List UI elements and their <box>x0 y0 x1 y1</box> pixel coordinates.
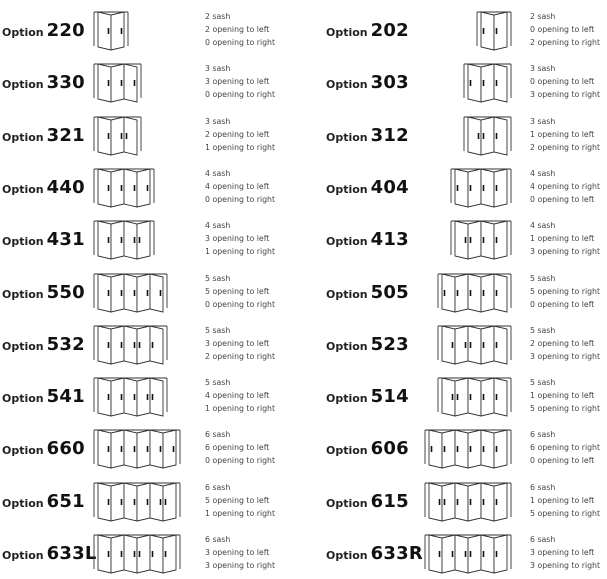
option-label <box>326 20 409 41</box>
option-description <box>205 428 275 467</box>
opening-line-1: 4 opening to left <box>205 391 270 401</box>
sash-diagram <box>475 10 513 52</box>
option-code: 431 <box>46 229 85 251</box>
opening-line-2: 1 opening to right <box>205 142 276 152</box>
option-word: Option <box>2 26 44 39</box>
sash-count: 3 sash <box>205 116 231 126</box>
option-word: Option <box>326 549 368 562</box>
option-label <box>326 282 409 303</box>
sash-diagram <box>423 428 513 470</box>
option-label <box>326 438 409 459</box>
sash-count: 2 sash <box>530 12 556 21</box>
opening-line-2: 0 opening to right <box>205 38 276 47</box>
sash-count: 6 sash <box>530 430 556 440</box>
sash-diagram <box>436 272 513 314</box>
option-code: 413 <box>370 229 409 251</box>
opening-line-1: 2 opening to left <box>205 129 270 139</box>
option-description <box>205 10 275 49</box>
option-word: Option <box>326 130 368 144</box>
option-label <box>2 491 85 512</box>
opening-line-2: 2 opening to right <box>530 142 601 152</box>
option-code: 202 <box>370 20 409 41</box>
sash-count: 4 sash <box>205 168 231 178</box>
option-description <box>205 219 275 258</box>
diagram-container <box>92 62 143 108</box>
opening-line-1: 1 opening to left <box>530 391 595 401</box>
diagram-container <box>423 481 513 527</box>
sash-diagram <box>92 10 130 52</box>
opening-line-2: 3 opening to right <box>530 90 601 100</box>
option-description <box>530 167 600 206</box>
sash-diagram <box>462 62 513 104</box>
option-word: Option <box>2 287 44 301</box>
option-code: 330 <box>46 72 85 94</box>
option-description <box>205 481 275 520</box>
opening-line-1: 2 opening to left <box>205 25 270 34</box>
option-code: 550 <box>46 281 85 303</box>
sash-diagram <box>92 481 182 523</box>
diagram-container <box>462 62 513 108</box>
diagram-container <box>92 219 156 265</box>
opening-line-1: 4 opening to left <box>205 181 270 191</box>
sash-diagram <box>92 324 169 366</box>
option-code: 523 <box>370 333 409 355</box>
opening-line-1: 3 opening to left <box>205 234 270 244</box>
option-word: Option <box>326 392 368 406</box>
opening-line-2: 0 opening to left <box>530 456 595 466</box>
option-description <box>205 376 275 415</box>
opening-line-2: 3 opening to right <box>205 561 276 570</box>
option-description <box>530 481 600 520</box>
option-code: 220 <box>46 20 85 41</box>
diagram-container <box>449 219 513 265</box>
option-code: 651 <box>46 490 85 512</box>
option-word: Option <box>326 339 368 353</box>
opening-line-1: 4 opening to right <box>530 181 601 191</box>
option-label <box>2 386 85 407</box>
sash-count: 3 sash <box>205 64 231 74</box>
opening-line-1: 3 opening to left <box>205 338 270 348</box>
option-code: 303 <box>370 72 409 94</box>
sash-count: 5 sash <box>205 325 231 335</box>
sash-count: 4 sash <box>530 221 556 231</box>
opening-line-1: 1 opening to left <box>530 234 595 244</box>
option-code: 633R <box>370 543 423 564</box>
option-description <box>530 272 600 311</box>
diagram-container <box>423 428 513 474</box>
sash-count: 5 sash <box>205 378 231 388</box>
option-description <box>530 10 600 49</box>
option-code: 440 <box>46 176 85 198</box>
option-label <box>2 125 85 146</box>
diagram-container <box>475 10 513 56</box>
option-code: 514 <box>370 386 409 408</box>
option-code: 633L <box>46 543 97 564</box>
diagram-container <box>436 376 513 422</box>
opening-line-2: 1 opening to right <box>205 404 276 414</box>
sash-count: 6 sash <box>530 482 556 492</box>
option-word: Option <box>326 444 368 458</box>
opening-line-2: 0 opening to right <box>205 90 276 100</box>
option-word: Option <box>326 235 368 249</box>
option-description <box>205 533 275 572</box>
opening-line-1: 2 opening to left <box>530 338 595 348</box>
diagram-container <box>423 533 513 579</box>
option-label <box>326 386 409 407</box>
option-label <box>2 438 85 459</box>
option-word: Option <box>326 496 368 510</box>
sash-diagram <box>449 167 513 209</box>
opening-line-1: 5 opening to right <box>530 286 601 296</box>
sash-diagram <box>92 115 143 157</box>
option-code: 660 <box>46 438 85 460</box>
option-code: 404 <box>370 176 409 198</box>
opening-line-2: 1 opening to right <box>205 508 276 518</box>
opening-line-2: 0 opening to left <box>530 299 595 309</box>
sash-diagram <box>92 376 169 418</box>
option-word: Option <box>2 182 44 196</box>
sash-diagram <box>462 115 513 157</box>
opening-line-1: 0 opening to left <box>530 77 595 87</box>
sash-count: 5 sash <box>530 378 556 388</box>
option-word: Option <box>2 78 44 92</box>
option-word: Option <box>326 287 368 301</box>
opening-line-2: 3 opening to right <box>530 351 601 361</box>
option-code: 615 <box>370 490 409 512</box>
sash-diagram <box>92 62 143 104</box>
sash-count: 5 sash <box>530 273 556 283</box>
option-description <box>530 376 600 415</box>
sash-count: 6 sash <box>530 535 556 544</box>
option-word: Option <box>326 26 368 39</box>
option-description <box>205 324 275 363</box>
diagram-container <box>92 376 169 422</box>
option-description <box>205 167 275 206</box>
opening-line-2: 2 opening to right <box>205 351 276 361</box>
opening-line-2: 3 opening to right <box>530 247 601 257</box>
opening-line-1: 6 opening to left <box>205 443 270 453</box>
diagram-container <box>436 324 513 370</box>
sash-count: 5 sash <box>530 325 556 335</box>
sash-diagram <box>92 533 182 575</box>
option-label <box>2 282 85 303</box>
option-label <box>326 334 409 355</box>
option-description <box>205 115 275 154</box>
diagram-container <box>92 481 182 527</box>
option-word: Option <box>326 78 368 92</box>
sash-count: 5 sash <box>205 273 231 283</box>
opening-line-1: 3 opening to left <box>530 548 595 557</box>
option-code: 312 <box>370 124 409 146</box>
option-description <box>205 62 275 101</box>
sash-count: 4 sash <box>205 221 231 231</box>
option-code: 321 <box>46 124 85 146</box>
sash-diagram <box>449 219 513 261</box>
opening-line-2: 0 opening to right <box>205 299 276 309</box>
opening-line-1: 6 opening to right <box>530 443 601 453</box>
opening-line-1: 3 opening to left <box>205 77 270 87</box>
option-label <box>2 20 85 41</box>
diagram-container <box>92 272 169 318</box>
sash-count: 3 sash <box>530 116 556 126</box>
opening-line-1: 1 opening to left <box>530 495 595 505</box>
option-description <box>530 324 600 363</box>
option-label <box>326 125 409 146</box>
option-label <box>2 543 97 564</box>
opening-line-2: 0 opening to left <box>530 194 595 204</box>
opening-line-2: 1 opening to right <box>205 247 276 257</box>
opening-line-2: 5 opening to right <box>530 508 601 518</box>
sash-count: 6 sash <box>205 430 231 440</box>
option-word: Option <box>2 496 44 510</box>
option-label <box>2 229 85 250</box>
opening-line-2: 3 opening to right <box>530 561 601 570</box>
option-description <box>205 272 275 311</box>
sash-diagram <box>92 167 156 209</box>
option-code: 532 <box>46 333 85 355</box>
option-code: 541 <box>46 386 85 408</box>
option-description <box>530 115 600 154</box>
diagram-container <box>449 167 513 213</box>
option-code: 606 <box>370 438 409 460</box>
option-word: Option <box>326 182 368 196</box>
sash-count: 6 sash <box>205 482 231 492</box>
option-code: 505 <box>370 281 409 303</box>
sash-diagram <box>92 272 169 314</box>
option-description <box>530 219 600 258</box>
sash-diagram <box>92 219 156 261</box>
diagram-container <box>92 10 130 56</box>
sash-diagram <box>423 481 513 523</box>
opening-line-2: 0 opening to right <box>205 194 276 204</box>
opening-line-1: 5 opening to left <box>205 495 270 505</box>
option-label <box>326 72 409 93</box>
option-word: Option <box>2 235 44 249</box>
diagram-container <box>462 115 513 161</box>
sash-diagram <box>92 428 182 470</box>
diagram-container <box>92 115 143 161</box>
option-word: Option <box>2 130 44 144</box>
option-label <box>326 177 409 198</box>
opening-line-1: 0 opening to left <box>530 25 595 34</box>
option-word: Option <box>2 339 44 353</box>
option-label <box>2 334 85 355</box>
option-label <box>326 229 409 250</box>
opening-line-2: 5 opening to right <box>530 404 601 414</box>
diagram-container <box>92 428 182 474</box>
diagram-container <box>92 324 169 370</box>
diagram-container <box>436 272 513 318</box>
opening-line-1: 1 opening to left <box>530 129 595 139</box>
opening-line-1: 5 opening to left <box>205 286 270 296</box>
option-label <box>2 177 85 198</box>
option-description <box>530 533 600 572</box>
option-label <box>2 72 85 93</box>
option-word: Option <box>2 392 44 406</box>
option-label <box>326 543 423 564</box>
option-word: Option <box>2 444 44 458</box>
option-description <box>530 428 600 467</box>
sash-count: 4 sash <box>530 168 556 178</box>
sash-count: 6 sash <box>205 535 231 544</box>
sash-diagram <box>436 376 513 418</box>
sash-count: 2 sash <box>205 12 231 21</box>
sash-count: 3 sash <box>530 64 556 74</box>
sash-diagram <box>423 533 513 575</box>
opening-line-1: 3 opening to left <box>205 548 270 557</box>
option-word: Option <box>2 549 44 562</box>
diagram-container <box>92 167 156 213</box>
option-label <box>326 491 409 512</box>
opening-line-2: 2 opening to right <box>530 38 601 47</box>
sash-diagram <box>436 324 513 366</box>
option-description <box>530 62 600 101</box>
diagram-container <box>92 533 182 579</box>
opening-line-2: 0 opening to right <box>205 456 276 466</box>
